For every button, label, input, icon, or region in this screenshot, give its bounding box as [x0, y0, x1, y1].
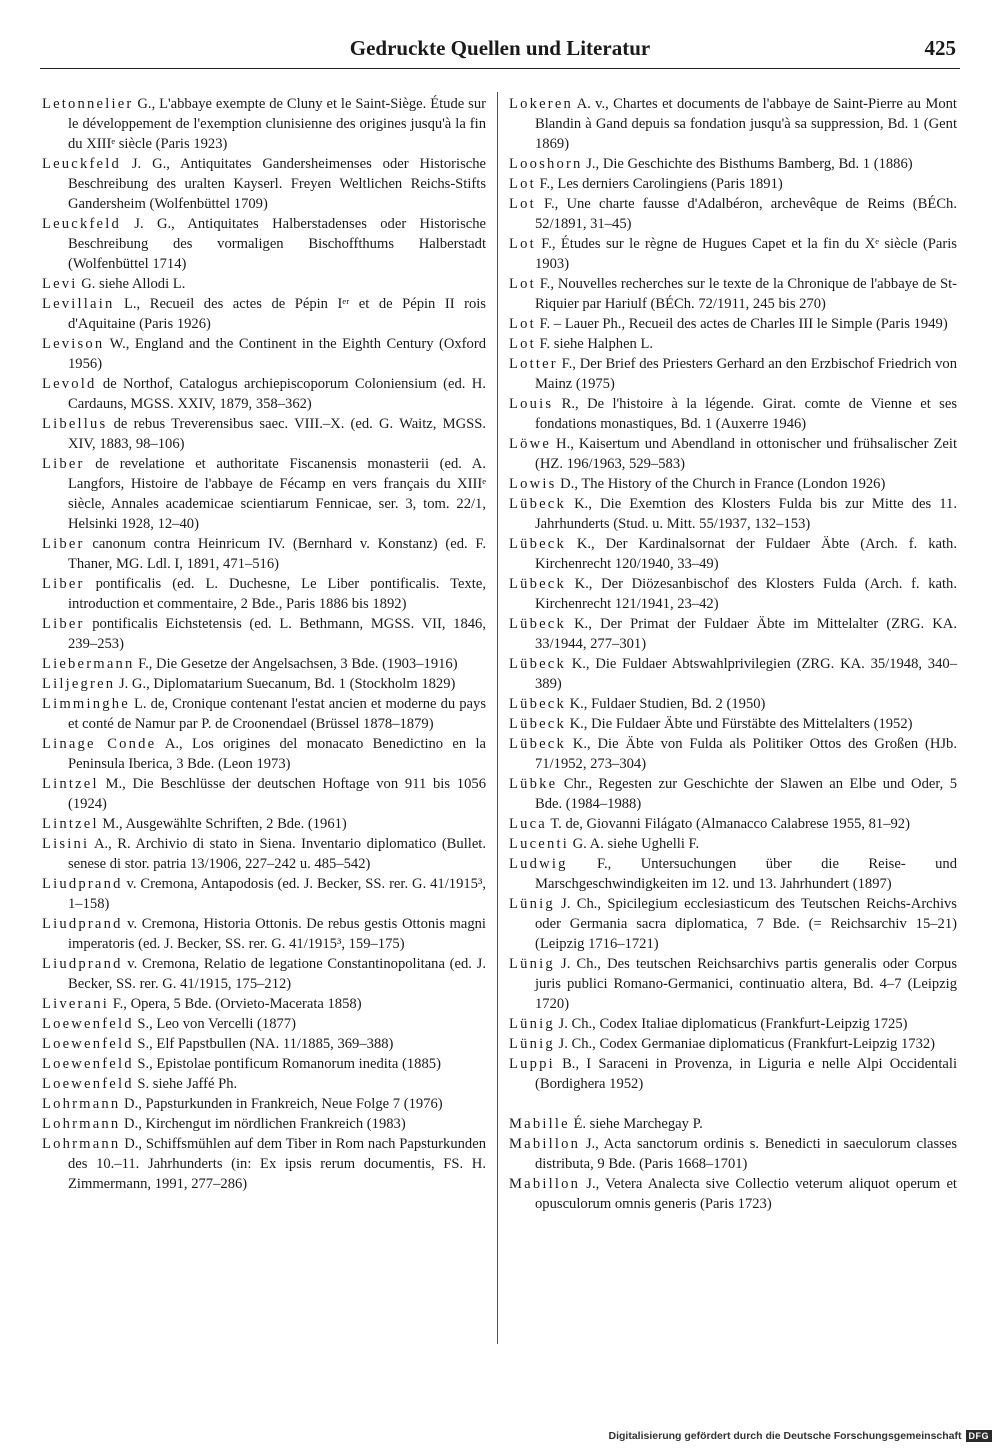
entry-text: J. G., Antiquitates Halberstadenses oder Historische Beschreibung des vormaligen Bischoffthums Halberstadt (Wolfenbüttel 1714) [68, 216, 486, 272]
entry-author: Lohrmann [42, 1136, 121, 1152]
bibliography-entry [509, 1034, 957, 1054]
entry-text: R., De l'histoire à la légende. Girat. comte de Vienne et ses fondations monastiques, Bd. 1 (Auxerre 1946) [535, 396, 957, 432]
entry-author: Lowis [509, 476, 557, 492]
entry-author: Lot [509, 276, 536, 292]
entry-author: Lot [509, 336, 536, 352]
entry-author: Liudprand [42, 876, 123, 892]
entry-text: K., Der Diözesanbischof des Klosters Fulda (Arch. f. kath. Kirchenrecht 121/1941, 23–42) [535, 576, 957, 612]
entry-author: Letonnelier [42, 96, 134, 112]
entry-author: Lübeck [509, 736, 566, 752]
dfg-logo: DFG [966, 1430, 993, 1442]
bibliography-entry [42, 874, 486, 914]
entry-author: Liber [42, 536, 85, 552]
left-column [42, 94, 486, 1194]
entry-text: de rebus Treverensibus saec. VIII.–X. (ed. G. Waitz, MGSS. XIV, 1883, 98–106) [68, 416, 486, 452]
footer-text: Digitalisierung gefördert durch die Deutsche Forschungsgemeinschaft [608, 1430, 962, 1442]
bibliography-entry [509, 314, 957, 334]
entry-text: K., Die Fuldaer Abtswahlprivilegien (ZRG. KA. 35/1948, 340–389) [535, 656, 957, 692]
entry-author: Lucenti [509, 836, 569, 852]
bibliography-entry [509, 894, 957, 954]
entry-text: K., Die Exemtion des Klosters Fulda bis zur Mitte des 11. Jahrhunderts (Stud. u. Mitt. 55/1937, 132–153) [535, 496, 957, 532]
bibliography-entry [509, 834, 957, 854]
bibliography-entry [42, 914, 486, 954]
entry-text: L. de, Cronique contenant l'estat ancien et moderne du pays et conté de Namur par P. de Croonendael (Brüssel 1878–1879) [68, 696, 486, 732]
bibliography-entry [509, 654, 957, 694]
entry-author: Lübeck [509, 576, 566, 592]
bibliography-entry [509, 714, 957, 734]
bibliography-entry [509, 614, 957, 654]
bibliography-entry [42, 414, 486, 454]
bibliography-entry [42, 734, 486, 774]
entry-text: F. siehe Halphen L. [535, 336, 654, 352]
entry-text: F., Die Gesetze der Angelsachsen, 3 Bde. (1903–1916) [134, 656, 458, 672]
entry-text: F., Untersuchungen über die Reise- und Marschgeschwindigkeiten im 12. und 13. Jahrhundert (1897) [535, 856, 957, 892]
bibliography-entry [42, 1034, 486, 1054]
entry-text: J., Die Geschichte des Bisthums Bamberg, Bd. 1 (1886) [582, 156, 913, 172]
bibliography-entry [509, 474, 957, 494]
bibliography-entry [509, 174, 957, 194]
entry-author: Liudprand [42, 916, 123, 932]
bibliography-entry [509, 354, 957, 394]
entry-text: D., Kirchengut im nördlichen Frankreich (1983) [120, 1116, 406, 1132]
bibliography-entry [509, 274, 957, 314]
entry-text: v. Cremona, Antapodosis (ed. J. Becker, SS. rer. G. 41/1915³, 1–158) [68, 876, 486, 912]
bibliography-entry [42, 654, 486, 674]
entry-text: J. Ch., Spicilegium ecclesiasticum des Teutschen Reichs-Archivs oder Germania sacra diplomatica, 7 Bde. (= Reichsarchiv 15–21) (Leipzig 1716–1721) [535, 896, 957, 952]
bibliography-entry [509, 954, 957, 1014]
entry-text: canonum contra Heinricum IV. (Bernhard v. Konstanz) (ed. F. Thaner, MG. Ldl. I, 1891, 471–516) [68, 536, 486, 572]
entry-text: de Northof, Catalogus archiepiscoporum Coloniensium (ed. H. Cardauns, MGSS. XXIV, 1879, 358–362) [68, 376, 486, 412]
bibliography-entry [509, 234, 957, 274]
entry-text: F., Les derniers Carolingiens (Paris 1891) [535, 176, 783, 192]
bibliography-entry [42, 94, 486, 154]
bibliography-entry [509, 194, 957, 234]
entry-text: S., Epistolae pontificum Romanorum inedita (1885) [133, 1056, 441, 1072]
entry-text: v. Cremona, Historia Ottonis. De rebus gestis Ottonis magni imperatoris (ed. J. Becker, SS. rer. G. 41/1915³, 159–175) [68, 916, 486, 952]
entry-author: Lünig [509, 1016, 555, 1032]
bibliography-entry [42, 774, 486, 814]
entry-author: Loewenfeld [42, 1076, 134, 1092]
bibliography-entry [42, 834, 486, 874]
entry-text: D., Papsturkunden in Frankreich, Neue Folge 7 (1976) [120, 1096, 443, 1112]
entry-author: Lübeck [509, 716, 566, 732]
page-header [40, 34, 960, 69]
entry-author: Lot [509, 196, 536, 212]
entry-text: K., Die Äbte von Fulda als Politiker Ottos des Großen (HJb. 71/1952, 273–304) [535, 736, 957, 772]
entry-author: Liebermann [42, 656, 135, 672]
entry-text: F. – Lauer Ph., Recueil des actes de Charles III le Simple (Paris 1949) [535, 316, 948, 332]
entry-author: Lintzel [42, 776, 99, 792]
bibliography-entry [509, 334, 957, 354]
entry-text: M., Die Beschlüsse der deutschen Hoftage von 911 bis 1056 (1924) [68, 776, 486, 812]
entry-author: Lisini [42, 836, 90, 852]
entry-text: F., Nouvelles recherches sur le texte de la Chronique de l'abbaye de St-Riquier par Hariulf (BÉCh. 72/1911, 245 bis 270) [535, 276, 957, 312]
bibliography-entry [509, 854, 957, 894]
entry-text: pontificalis Eichstetensis (ed. L. Bethmann, MGSS. VII, 1846, 239–253) [68, 616, 486, 652]
entry-author: Lot [509, 316, 536, 332]
footer [609, 1430, 992, 1442]
entry-author: Lotter [509, 356, 558, 372]
entry-author: Löwe [509, 436, 552, 452]
bibliography-entry [509, 434, 957, 474]
entry-text: J. Ch., Codex Germaniae diplomaticus (Frankfurt-Leipzig 1732) [554, 1036, 936, 1052]
entry-text: pontificalis (ed. L. Duchesne, Le Liber pontificalis. Texte, introduction et commentaire, 2 Bde., Paris 1886 bis 1892) [68, 576, 486, 612]
entry-text: S., Leo von Vercelli (1877) [133, 1016, 296, 1032]
entry-text: F., Une charte fausse d'Adalbéron, archevêque de Reims (BÉCh. 52/1891, 31–45) [535, 196, 957, 232]
entry-text: B., I Saraceni in Provenza, in Liguria e nelle Alpi Occidentali (Bordighera 1952) [535, 1056, 957, 1092]
bibliography-entry [509, 534, 957, 574]
entry-author: Mabille [509, 1116, 570, 1132]
entry-author: Lübeck [509, 696, 566, 712]
entry-author: Lübeck [509, 496, 566, 512]
entry-author: Lübeck [509, 616, 566, 632]
bibliography-entry [509, 1174, 957, 1214]
entry-author: Ludwig [509, 856, 568, 872]
bibliography-entry [509, 574, 957, 614]
bibliography-entry [42, 454, 486, 534]
bibliography-entry [509, 814, 957, 834]
entry-author: Leuckfeld [42, 156, 121, 172]
entry-author: Mabillon [509, 1176, 581, 1192]
entry-text: J., Acta sanctorum ordinis s. Benedicti in saeculorum classes distributa, 9 Bde. (Paris 1668–1701) [535, 1136, 957, 1172]
entry-author: Liljegren [42, 676, 116, 692]
entry-author: Levison [42, 336, 105, 352]
entry-author: Loewenfeld [42, 1036, 134, 1052]
entry-text: G., L'abbaye exempte de Cluny et le Saint-Siège. Étude sur le développement de l'exemption clunisienne des origines jusqu'à la fin du XIIIᵉ siècle (Paris 1923) [68, 96, 486, 152]
entry-author: Levillain [42, 296, 115, 312]
entry-text: de revelatione et authoritate Fiscanensis monasterii (ed. A. Langfors, Histoire de l'abbaye de Fécamp en vers français du XIIIᵉ siècle, Annales academicae scientiarum Fennicae, ser. 3, tom. 22/1, Helsinki 1928, 12–40) [68, 456, 486, 532]
bibliography-entry [42, 374, 486, 414]
bibliography-entry [509, 734, 957, 774]
entry-author: Lohrmann [42, 1116, 121, 1132]
entry-text: J., Vetera Analecta sive Collectio veterum aliquot operum et opusculorum omnis generis (Paris 1723) [535, 1176, 957, 1212]
entry-text: K., Fuldaer Studien, Bd. 2 (1950) [565, 696, 766, 712]
page-number: 425 [924, 36, 956, 60]
entry-text: K., Die Fuldaer Äbte und Fürstäbte des Mittelalters (1952) [565, 716, 913, 732]
entry-author: Leuckfeld [42, 216, 121, 232]
entry-text: v. Cremona, Relatio de legatione Constantinopolitana (ed. J. Becker, SS. rer. G. 41/1915, 175–212) [68, 956, 486, 992]
column-divider [497, 92, 498, 1344]
entry-author: Lübke [509, 776, 558, 792]
entry-text: W., England and the Continent in the Eighth Century (Oxford 1956) [68, 336, 486, 372]
entry-author: Liber [42, 456, 85, 472]
bibliography-entry [509, 694, 957, 714]
entry-author: Lokeren [509, 96, 574, 112]
bibliography-entry [42, 534, 486, 574]
entry-author: Loewenfeld [42, 1016, 134, 1032]
entry-author: Levold [42, 376, 97, 392]
entry-text: K., Der Kardinalsornat der Fuldaer Äbte (Arch. f. kath. Kirchenrecht 120/1940, 33–49) [535, 536, 957, 572]
entry-text: D., Schiffsmühlen auf dem Tiber in Rom nach Papsturkunden des 10.–11. Jahrhunderts (in: Ex ipsis rerum documentis, FS. H. Zimmermann, 1991, 277–286) [68, 1136, 486, 1192]
entry-text: A. v., Chartes et documents de l'abbaye de Saint-Pierre au Mont Blandin à Gand depuis sa fondation jusqu'à sa suppression, Bd. 1 (Gent 1869) [535, 96, 957, 152]
entry-author: Lintzel [42, 816, 99, 832]
entry-text: A., Los origines del monacato Benedictino en la Peninsula Iberica, 3 Bde. (Leon 1973) [68, 736, 487, 772]
entry-text: Chr., Regesten zur Geschichte der Slawen an Elbe und Oder, 5 Bde. (1984–1988) [535, 776, 957, 812]
entry-text: J. G., Antiquitates Gandersheimenses oder Historische Beschreibung des uralten Kayserl. Freyen Weltlichen Reichs-Stifts Gandersheim (Wolfenbüttel 1709) [68, 156, 486, 212]
entry-author: Lünig [509, 1036, 555, 1052]
entry-text: J. Ch., Des teutschen Reichsarchivs partis generalis oder Corpus juris publici Romano-Germanici, continuatio altera, Bd. 4–7 (Leipzig 1720) [535, 956, 957, 1012]
bibliography-entry [42, 994, 486, 1014]
bibliography-entry [509, 394, 957, 434]
entry-text: F., Opera, 5 Bde. (Orvieto-Macerata 1858) [109, 996, 362, 1012]
bibliography-entry [509, 1114, 957, 1134]
entry-text: G. A. siehe Ughelli F. [568, 836, 700, 852]
entry-text: A., R. Archivio di stato in Siena. Inventario diplomatico (Bullet. senese di stor. patria 13/1906, 227–242 u. 485–542) [68, 836, 486, 872]
entry-author: Lübeck [509, 536, 566, 552]
entry-author: Lünig [509, 956, 555, 972]
entry-author: Liverani [42, 996, 110, 1012]
entry-text: S., Elf Papstbullen (NA. 11/1885, 369–388) [133, 1036, 394, 1052]
bibliography-entry [42, 1074, 486, 1094]
entry-text: J. Ch., Codex Italiae diplomaticus (Frankfurt-Leipzig 1725) [554, 1016, 908, 1032]
entry-author: Lot [509, 176, 536, 192]
entry-author: Liudprand [42, 956, 123, 972]
bibliography-entry [42, 814, 486, 834]
bibliography-entry [42, 674, 486, 694]
entry-author: Linage Conde [42, 736, 157, 752]
entry-author: Liber [42, 576, 85, 592]
bibliography-entry [42, 294, 486, 334]
bibliography-entry [42, 1094, 486, 1114]
entry-author: Lünig [509, 896, 555, 912]
entry-text: S. siehe Jaffé Ph. [133, 1076, 238, 1092]
page-title: Gedruckte Quellen und Literatur [349, 36, 651, 60]
entry-author: Luppi [509, 1056, 555, 1072]
entry-author: Mabillon [509, 1136, 581, 1152]
bibliography-entry [42, 1014, 486, 1034]
bibliography-entry [509, 774, 957, 814]
bibliography-entry [42, 1134, 486, 1194]
entry-author: Lohrmann [42, 1096, 121, 1112]
bibliography-entry [42, 1054, 486, 1074]
right-column [509, 94, 957, 1214]
entry-text: G. siehe Allodi L. [77, 276, 186, 292]
entry-author: Louis [509, 396, 554, 412]
bibliography-entry [509, 1054, 957, 1094]
entry-text: D., The History of the Church in France (London 1926) [556, 476, 886, 492]
bibliography-entry [42, 1114, 486, 1134]
bibliography-entry [42, 154, 486, 214]
bibliography-entry [42, 334, 486, 374]
entry-text: T. de, Giovanni Filágato (Almanacco Calabrese 1955, 81–92) [546, 816, 910, 832]
entry-author: Loewenfeld [42, 1056, 134, 1072]
entry-text: M., Ausgewählte Schriften, 2 Bde. (1961) [98, 816, 347, 832]
entry-author: Looshorn [509, 156, 583, 172]
bibliography-entry [509, 1134, 957, 1174]
bibliography-entry [42, 614, 486, 654]
entry-author: Lot [509, 236, 536, 252]
entry-author: Lübeck [509, 656, 566, 672]
entry-text: L., Recueil des actes de Pépin Iᵉʳ et de Pépin II rois d'Aquitaine (Paris 1926) [68, 296, 486, 332]
entry-text: F., Études sur le règne de Hugues Capet et la fin du Xᵉ siècle (Paris 1903) [535, 236, 957, 272]
bibliography-entry [42, 574, 486, 614]
bibliography-entry [42, 694, 486, 734]
entry-author: Liber [42, 616, 85, 632]
entry-text: J. G., Diplomatarium Suecanum, Bd. 1 (Stockholm 1829) [115, 676, 456, 692]
entry-author: Luca [509, 816, 547, 832]
bibliography-entry [509, 154, 957, 174]
entry-text: F., Der Brief des Priesters Gerhard an den Erzbischof Friedrich von Mainz (1975) [535, 356, 957, 392]
entry-text: É. siehe Marchegay P. [569, 1116, 703, 1132]
entry-author: Libellus [42, 416, 108, 432]
bibliography-entry [509, 94, 957, 154]
bibliography-entry [42, 274, 486, 294]
bibliography-entry [509, 494, 957, 534]
entry-text: H., Kaisertum und Abendland in ottonischer und frühsalischer Zeit (HZ. 196/1963, 529–583) [535, 436, 957, 472]
bibliography-entry [42, 954, 486, 994]
entry-author: Limminghe [42, 696, 130, 712]
entry-author: Levi [42, 276, 78, 292]
bibliography-entry [42, 214, 486, 274]
bibliography-entry [509, 1014, 957, 1034]
entry-text: K., Der Primat der Fuldaer Äbte im Mittelalter (ZRG. KA. 33/1944, 277–301) [535, 616, 957, 652]
